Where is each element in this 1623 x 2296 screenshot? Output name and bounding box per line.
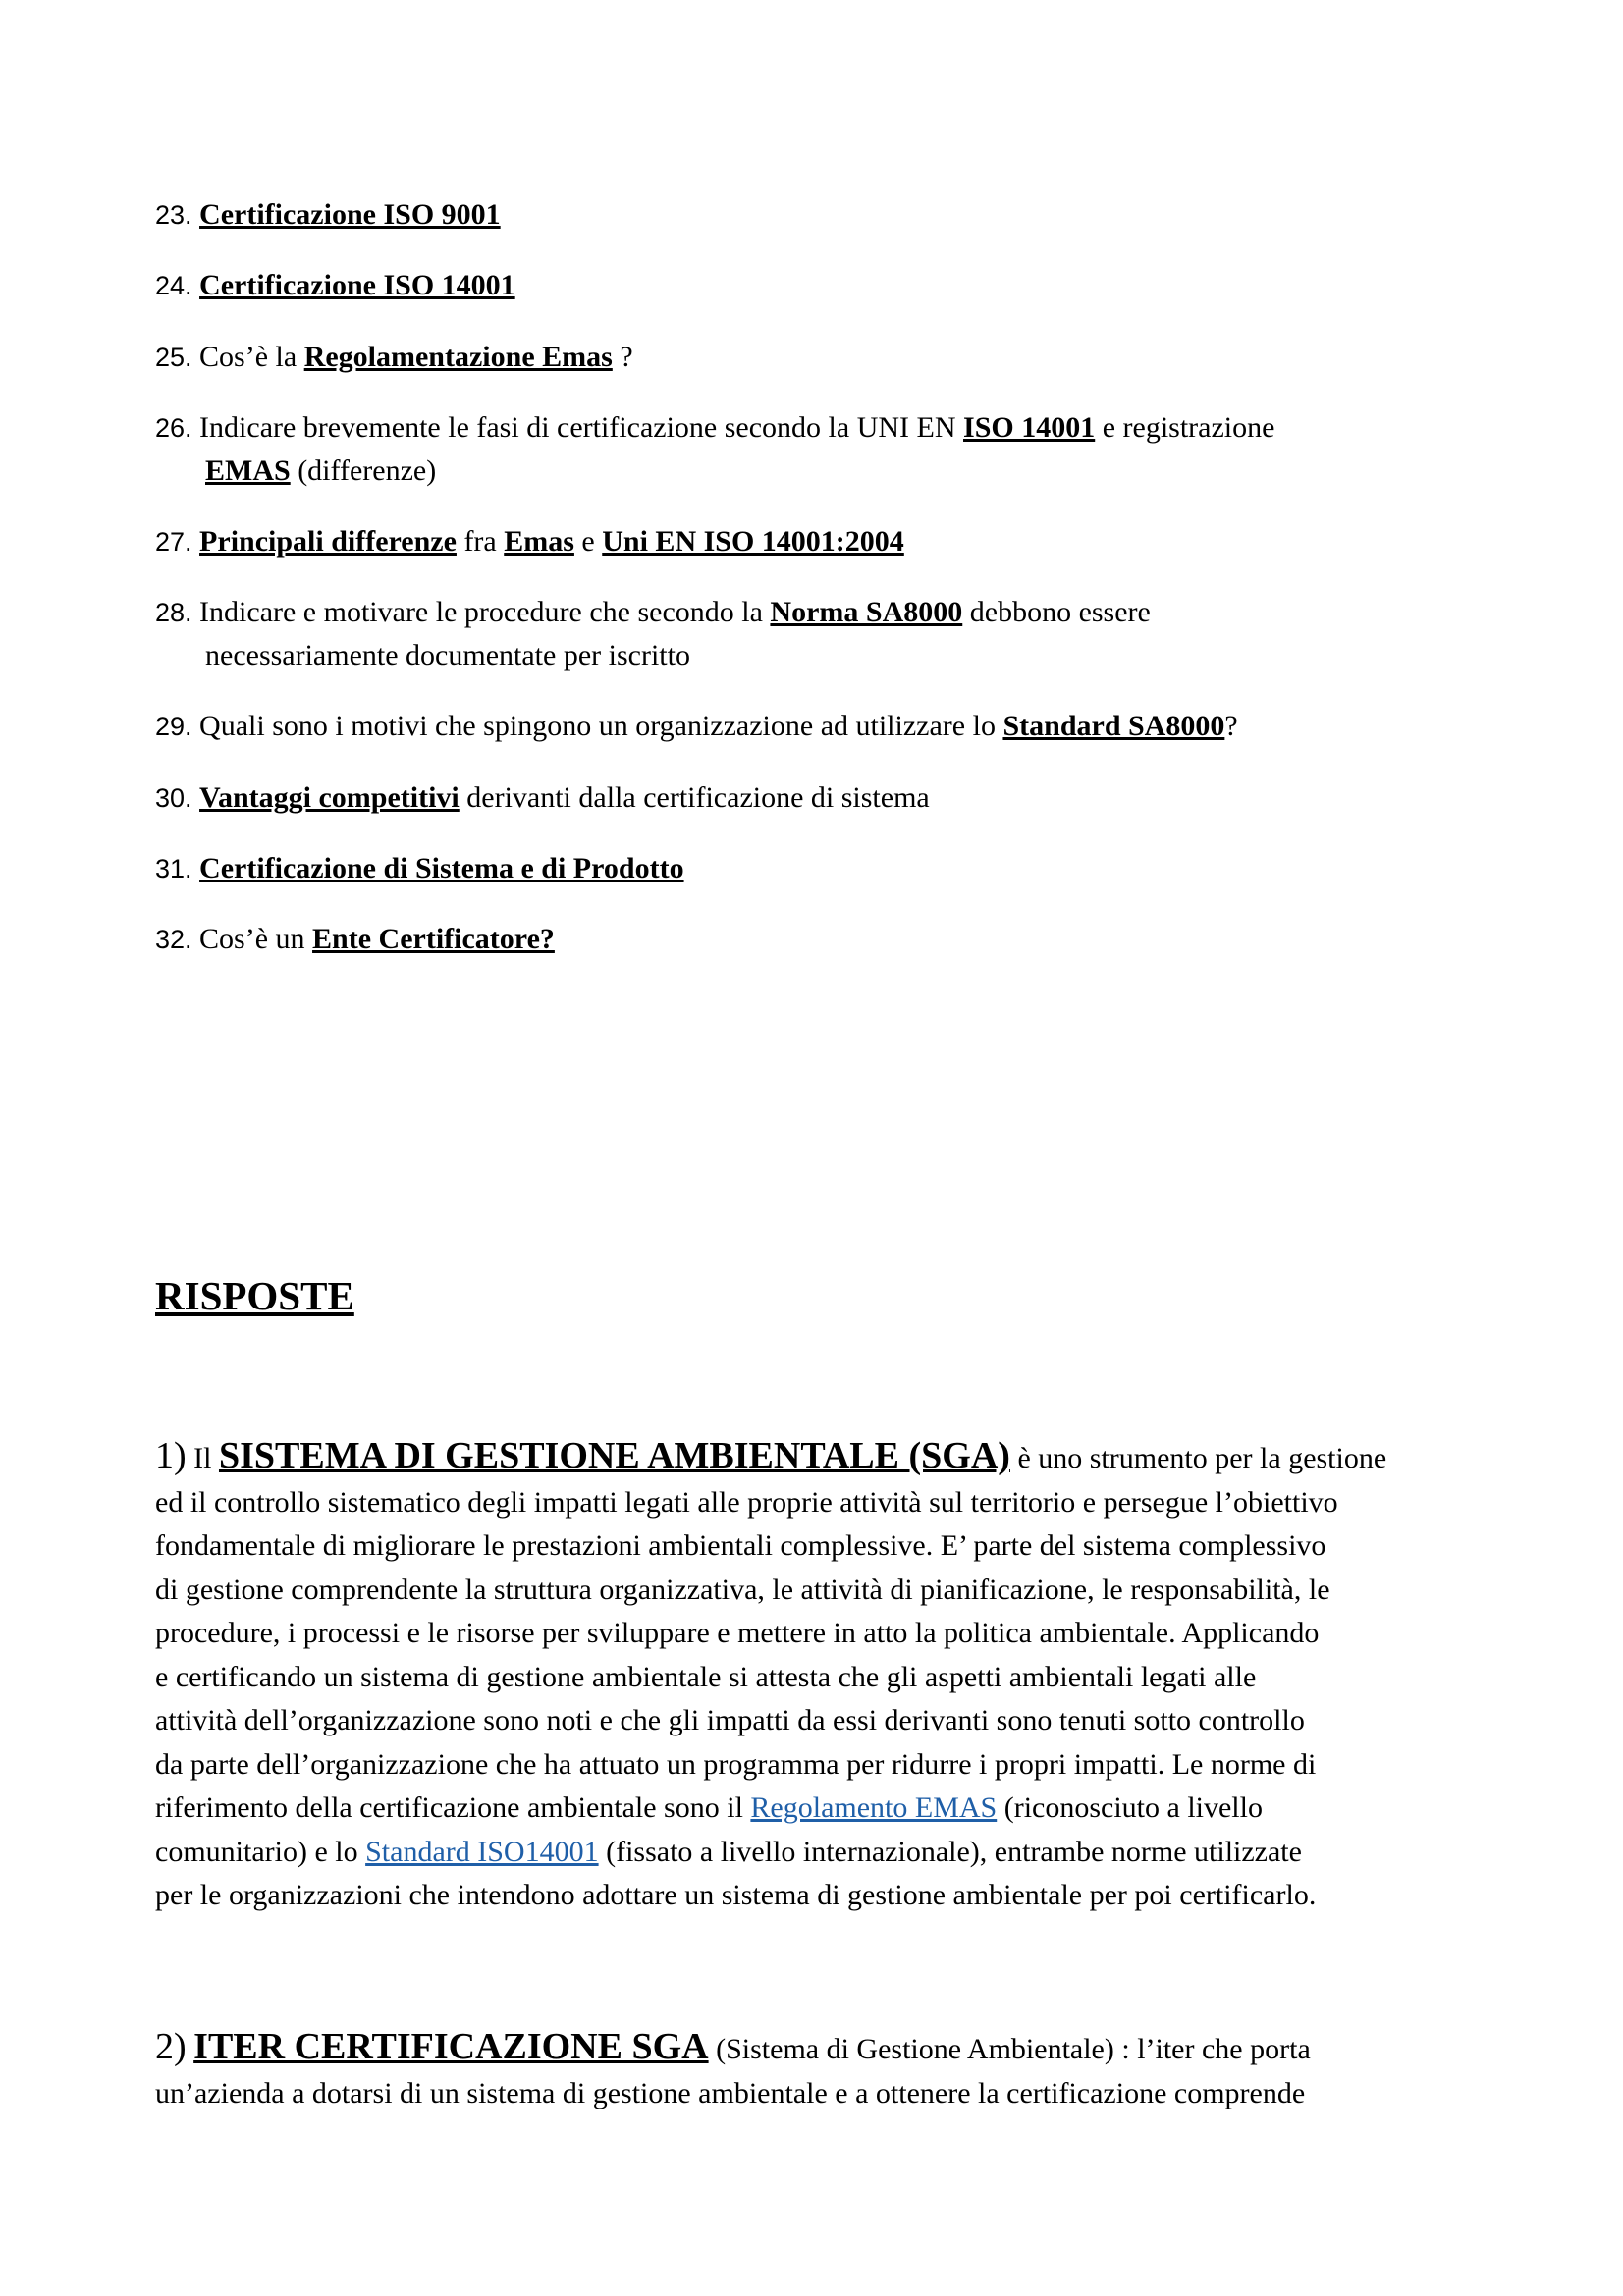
answer-line (155, 2025, 1481, 2072)
answer-text: riferimento della certificazione ambientale sono il (155, 1791, 751, 1824)
question-text: Cos’è un (199, 923, 313, 955)
question-continuation: necessariamente documentate per iscritto (205, 639, 690, 671)
answer-number: 2) (155, 2026, 187, 2067)
answer-line (155, 1434, 1481, 1481)
question-link[interactable]: Certificazione di Sistema e di Prodotto (199, 852, 684, 884)
question-number: 23. (155, 200, 192, 230)
question-25 (155, 336, 1461, 379)
question-text: ? (612, 341, 633, 373)
answer-2 (155, 2025, 1481, 2115)
question-text: Indicare brevemente le fasi di certificazione secondo la UNI EN (199, 411, 964, 444)
answer-title: SISTEMA DI GESTIONE AMBIENTALE (SGA) (218, 1435, 1010, 1476)
question-link[interactable]: Certificazione ISO 9001 (199, 198, 501, 231)
question-30 (155, 776, 1461, 820)
question-link[interactable]: Principali differenze (199, 525, 457, 558)
answer-text: comunitario) e lo (155, 1835, 366, 1868)
emas-regulation-link[interactable]: Regolamento EMAS (750, 1791, 998, 1824)
answer-line: ed il controllo sistematico degli impatti legati alle proprie attività sul territorio e persegue l’obiettivo (155, 1485, 1338, 1519)
answer-1 (155, 1434, 1481, 1918)
question-number: 27. (155, 527, 192, 557)
question-text: debbono essere (962, 596, 1151, 628)
answer-line: un’azienda a dotarsi di un sistema di gestione ambientale e a ottenere la certificazione comprende (155, 2076, 1306, 2109)
question-text: e (573, 525, 603, 558)
answer-line (155, 1787, 1481, 1831)
question-number: 32. (155, 925, 192, 954)
question-number: 24. (155, 271, 192, 300)
question-23 (155, 193, 1461, 237)
question-text: Indicare e motivare le procedure che secondo la (199, 596, 771, 628)
answer-line: e certificando un sistema di gestione ambientale si attesta che gli aspetti ambientali legati alle (155, 1660, 1257, 1693)
question-26 (155, 406, 1461, 493)
question-number: 29. (155, 712, 192, 741)
answer-text: (Sistema di Gestione Ambientale) : l’iter che porta (708, 2033, 1311, 2065)
question-29 (155, 705, 1461, 748)
answer-line (155, 1831, 1481, 1875)
question-link[interactable]: Vantaggi competitivi (199, 781, 460, 814)
question-text: fra (456, 525, 505, 558)
question-number: 31. (155, 854, 192, 883)
answer-text: Il (186, 1442, 219, 1474)
answers-heading: RISPOSTE (155, 1273, 354, 1318)
answer-text: è uno strumento per la gestione (1009, 1442, 1387, 1474)
question-number: 28. (155, 598, 192, 627)
question-link[interactable]: Emas (504, 525, 574, 558)
question-32 (155, 918, 1461, 961)
question-continuation (155, 450, 1461, 493)
question-24 (155, 264, 1461, 307)
question-text: Cos’è la (199, 341, 304, 373)
question-text: Quali sono i motivi che spingono un organizzazione ad utilizzare lo (199, 710, 1003, 742)
question-text: ? (1224, 710, 1238, 742)
question-link[interactable]: Ente Certificatore? (312, 923, 555, 955)
answer-line: per le organizzazioni che intendono adottare un sistema di gestione ambientale per poi certificarlo. (155, 1879, 1317, 1911)
answer-line: fondamentale di migliorare le prestazioni ambientali complessive. E’ parte del sistema complessivo (155, 1529, 1326, 1562)
question-31 (155, 847, 1461, 890)
question-text: e registrazione (1095, 411, 1275, 444)
question-link[interactable]: ISO 14001 (963, 411, 1096, 444)
answer-line: procedure, i processi e le risorse per sviluppare e mettere in atto la politica ambientale. Applicando (155, 1617, 1320, 1649)
question-number: 26. (155, 413, 192, 443)
question-number: 30. (155, 783, 192, 813)
answer-text: (riconosciuto a livello (997, 1791, 1263, 1824)
question-27 (155, 520, 1461, 563)
question-link[interactable]: Regolamentazione Emas (303, 341, 613, 373)
question-link[interactable]: EMAS (205, 454, 291, 487)
question-link[interactable]: Certificazione ISO 14001 (199, 269, 515, 301)
answer-number: 1) (155, 1435, 187, 1476)
answer-line: da parte dell’organizzazione che ha attuato un programma per ridurre i propri impatti. Le norme di (155, 1747, 1317, 1781)
answer-line: di gestione comprendente la struttura organizzativa, le attività di pianificazione, le responsabilità, le (155, 1573, 1330, 1606)
question-link[interactable]: Uni EN ISO 14001:2004 (602, 525, 904, 558)
answer-line: attività dell’organizzazione sono noti e che gli impatti da essi derivanti sono tenuti sotto controllo (155, 1704, 1305, 1736)
question-28 (155, 591, 1461, 677)
answer-text: (fissato a livello internazionale), entrambe norme utilizzate (598, 1835, 1302, 1868)
question-text: (differenze) (290, 454, 437, 487)
iso14001-standard-link[interactable]: Standard ISO14001 (365, 1835, 599, 1868)
question-number: 25. (155, 343, 192, 372)
answer-title: ITER CERTIFICAZIONE SGA (193, 2026, 709, 2067)
question-link[interactable]: Norma SA8000 (770, 596, 963, 628)
question-text: derivanti dalla certificazione di sistema (459, 781, 930, 814)
question-link[interactable]: Standard SA8000 (1002, 710, 1225, 742)
